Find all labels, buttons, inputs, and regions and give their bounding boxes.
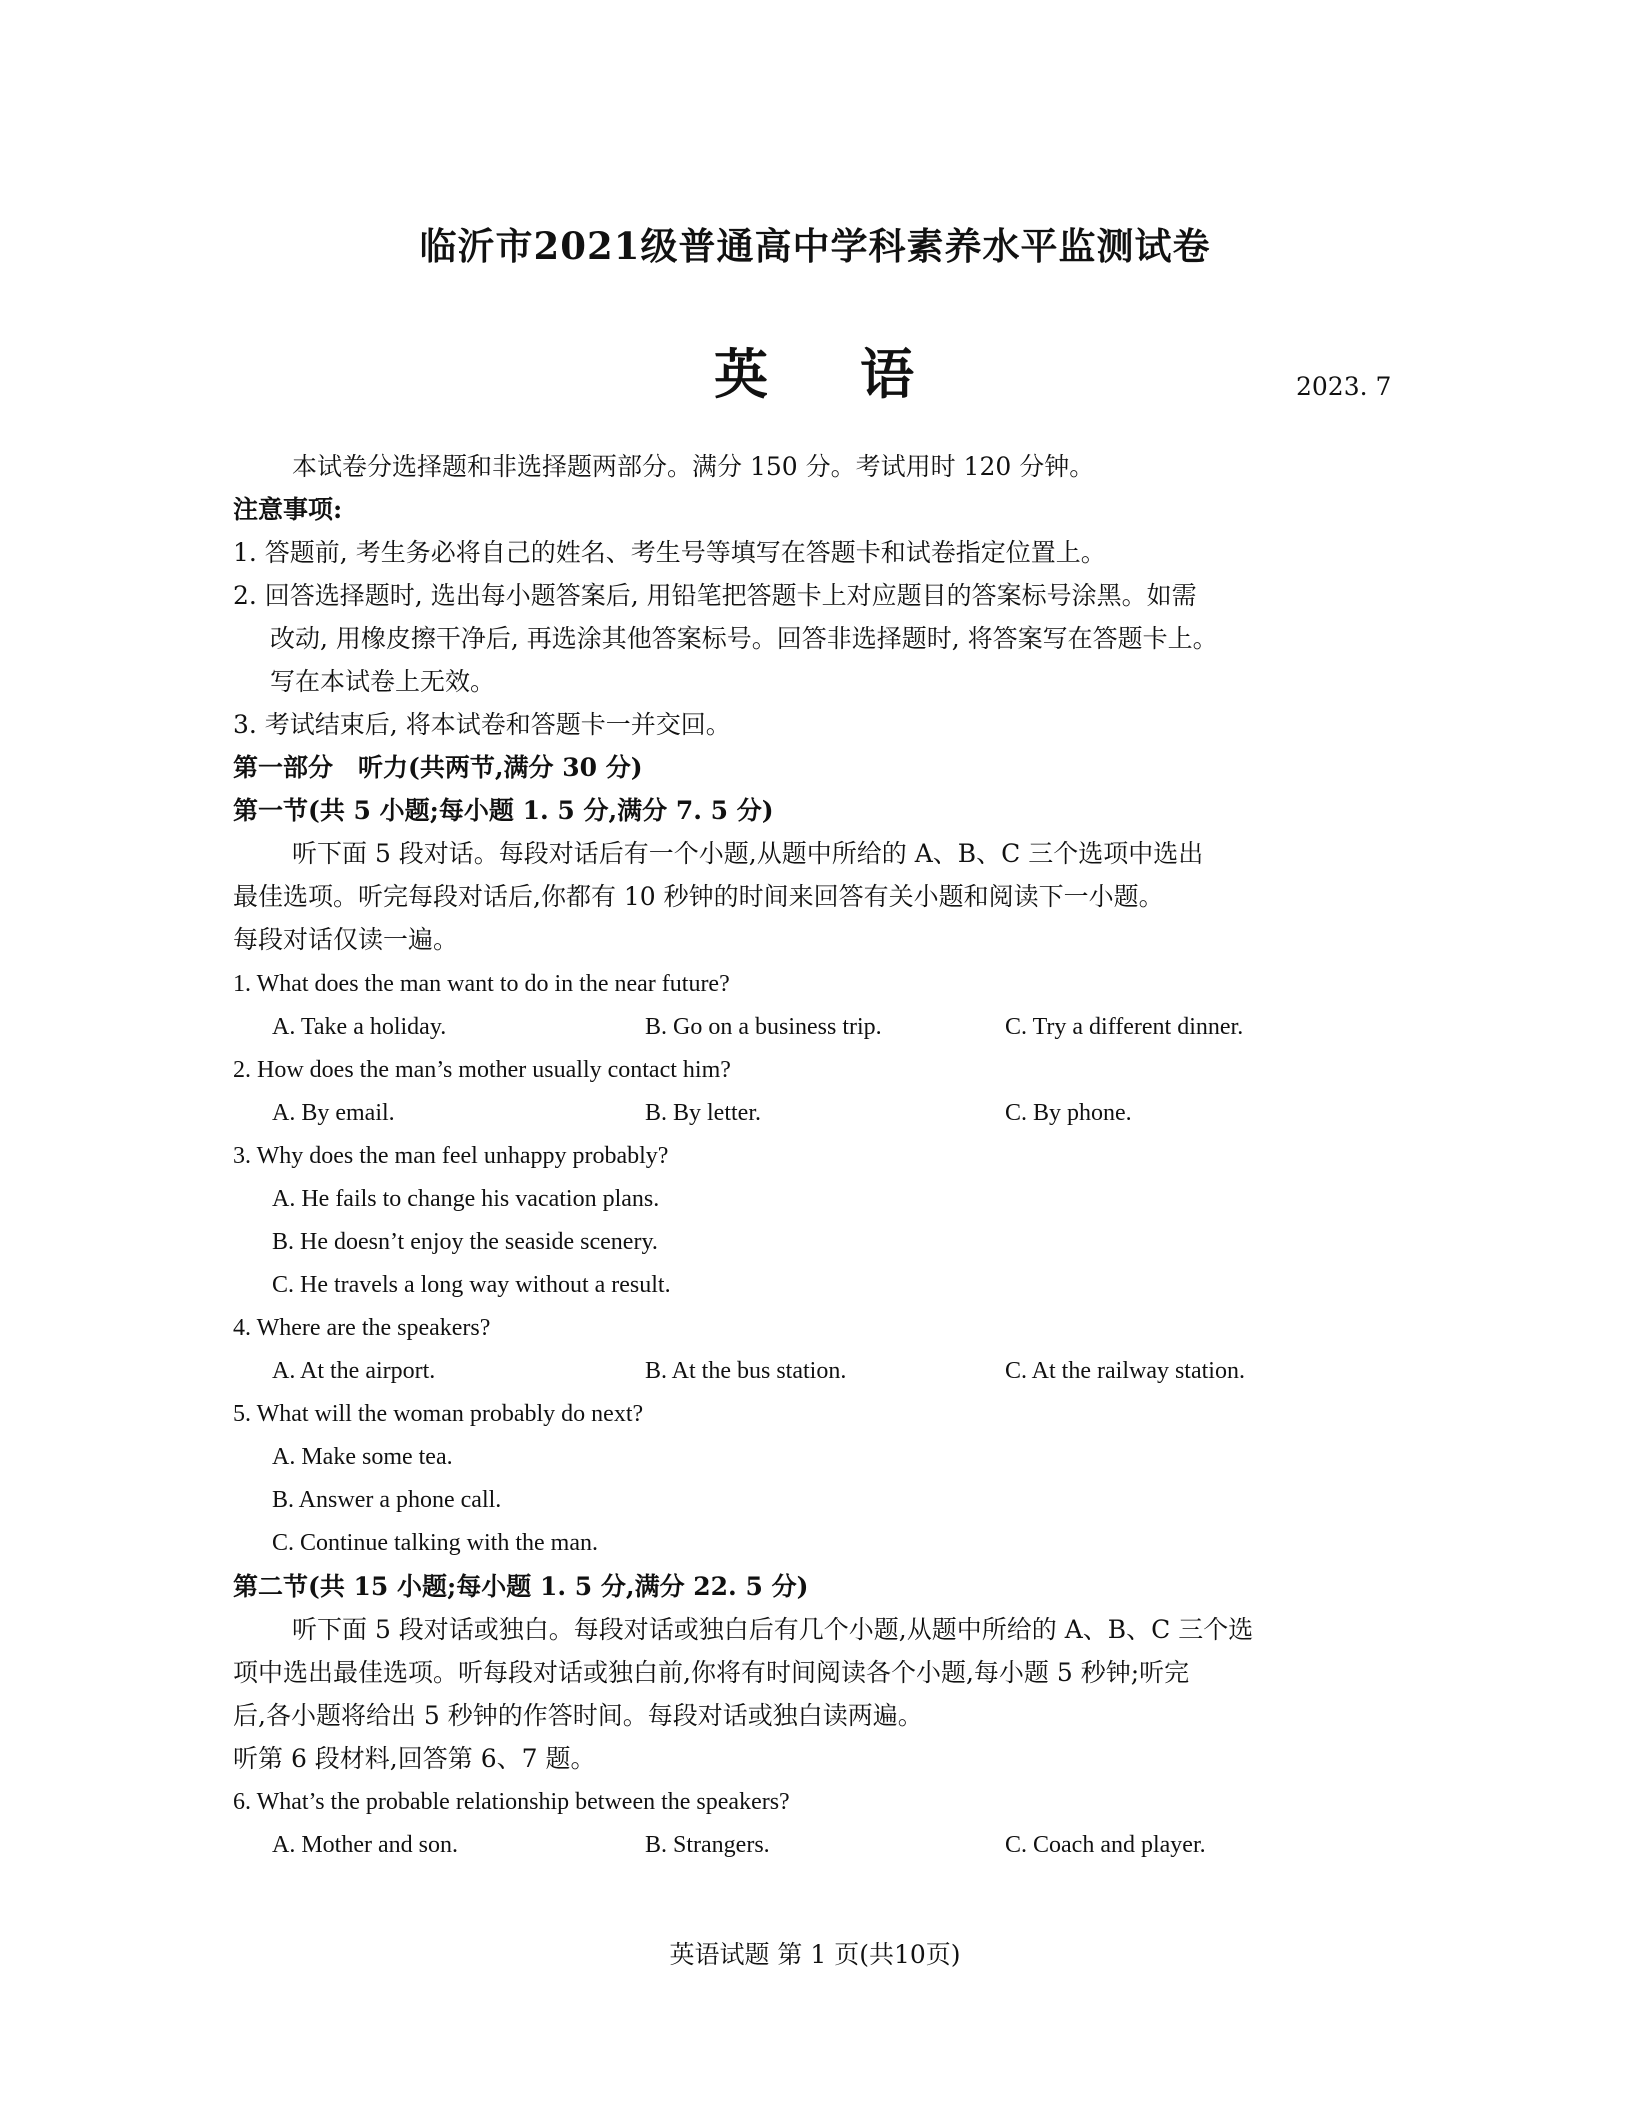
question-6-option-c: C. Coach and player. [1005,1832,1206,1858]
question-6-stem: 6. What’s the probable relationship between the speakers? [233,1789,790,1815]
section2-instructions-line-2: 项中选出最佳选项。听每段对话或独白前,你将有时间阅读各个小题,每小题 5 秒钟;听完 [233,1658,1190,1687]
question-1-option-a: A. Take a holiday. [272,1014,447,1040]
question-2-stem: 2. How does the man’s mother usually contact him? [233,1057,731,1083]
question-5-stem: 5. What will the woman probably do next? [233,1401,644,1427]
section1-heading: 第一节(共 5 小题;每小题 1. 5 分,满分 7. 5 分) [233,796,774,825]
question-5-option-c: C. Continue talking with the man. [272,1530,598,1556]
notice-heading: 注意事项: [233,495,343,524]
question-3-stem: 3. Why does the man feel unhappy probably? [233,1143,669,1169]
question-3-option-a: A. He fails to change his vacation plans. [272,1186,660,1212]
section1-instructions-line-3: 每段对话仅读一遍。 [233,925,459,954]
question-5-option-b: B. Answer a phone call. [272,1487,502,1513]
section2-heading: 第二节(共 15 小题;每小题 1. 5 分,满分 22. 5 分) [233,1572,809,1601]
question-6-option-a: A. Mother and son. [272,1832,458,1858]
question-3-option-c: C. He travels a long way without a result. [272,1272,671,1298]
question-5-option-a: A. Make some tea. [272,1444,453,1470]
section2-instructions-line-3: 后,各小题将给出 5 秒钟的作答时间。每段对话或独白读两遍。 [233,1701,923,1730]
question-2-option-b: B. By letter. [645,1100,761,1126]
section2-instructions-line-1: 听下面 5 段对话或独白。每段对话或独白后有几个小题,从题中所给的 A、B、C 三个选 [292,1615,1254,1644]
exam-title: 临沂市2021级普通高中学科素养水平监测试卷 [419,224,1211,268]
question-4-option-a: A. At the airport. [272,1358,436,1384]
exam-date: 2023. 7 [1296,372,1392,401]
question-1-option-b: B. Go on a business trip. [645,1014,882,1040]
section2-material-6: 听第 6 段材料,回答第 6、7 题。 [233,1744,596,1773]
question-2-option-a: A. By email. [272,1100,395,1126]
subject-char-1: 英 [714,343,770,406]
notice-item-2-line-1: 2. 回答选择题时, 选出每小题答案后, 用铅笔把答题卡上对应题目的答案标号涂黑。如需 [233,581,1197,610]
notice-item-1: 1. 答题前, 考生务必将自己的姓名、考生号等填写在答题卡和试卷指定位置上。 [233,538,1106,567]
exam-intro: 本试卷分选择题和非选择题两部分。满分 150 分。考试用时 120 分钟。 [292,452,1095,481]
question-4-option-c: C. At the railway station. [1005,1358,1245,1384]
notice-item-3: 3. 考试结束后, 将本试卷和答题卡一并交回。 [233,710,731,739]
section1-instructions-line-1: 听下面 5 段对话。每段对话后有一个小题,从题中所给的 A、B、C 三个选项中选出 [292,839,1204,868]
section1-instructions-line-2: 最佳选项。听完每段对话后,你都有 10 秒钟的时间来回答有关小题和阅读下一小题。 [233,882,1164,911]
page-footer: 英语试题 第 1 页(共10页) [669,1940,961,1969]
question-6-option-b: B. Strangers. [645,1832,770,1858]
question-2-option-c: C. By phone. [1005,1100,1132,1126]
part1-heading: 第一部分 听力(共两节,满分 30 分) [233,753,643,782]
subject-char-2: 语 [860,343,916,406]
question-1-option-c: C. Try a different dinner. [1005,1014,1244,1040]
question-3-option-b: B. He doesn’t enjoy the seaside scenery. [272,1229,658,1255]
notice-item-2-line-2: 改动, 用橡皮擦干净后, 再选涂其他答案标号。回答非选择题时, 将答案写在答题卡上。 [270,624,1218,653]
notice-item-2-line-3: 写在本试卷上无效。 [270,667,496,696]
question-1-stem: 1. What does the man want to do in the near future? [233,971,730,997]
question-4-stem: 4. Where are the speakers? [233,1315,491,1341]
question-4-option-b: B. At the bus station. [645,1358,847,1384]
